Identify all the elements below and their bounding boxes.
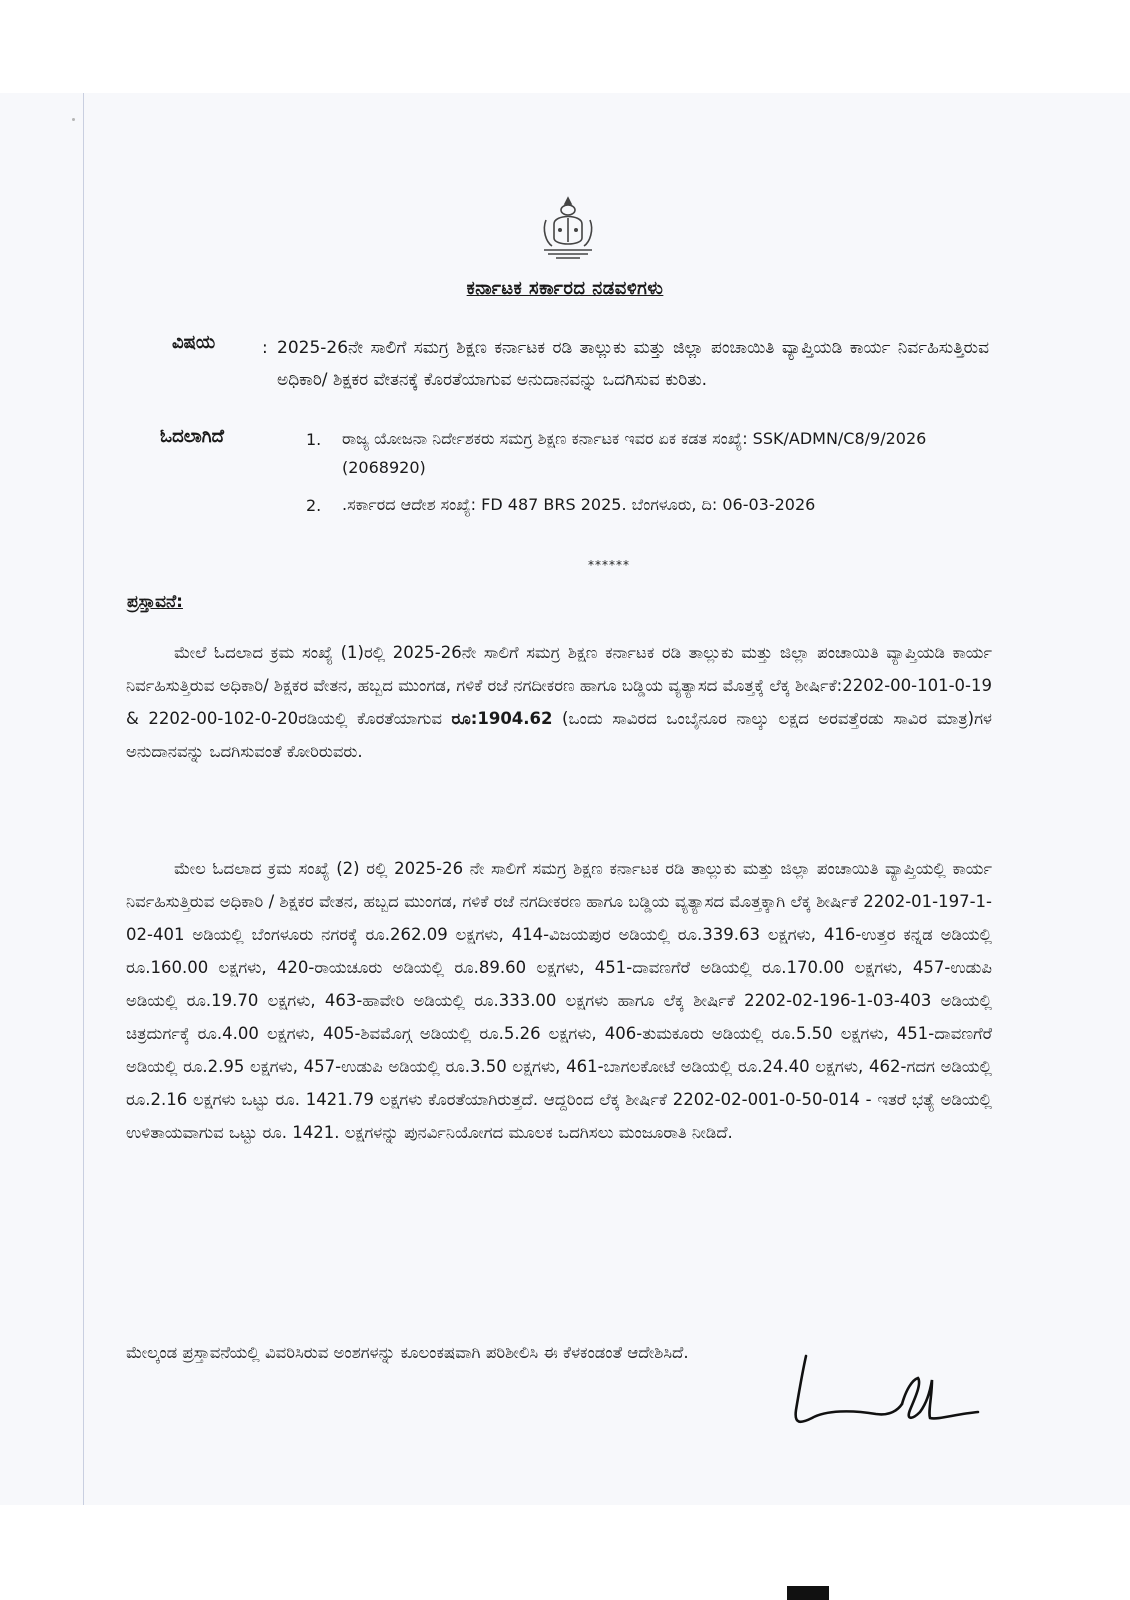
preamble-paragraph-1 bbox=[126, 636, 992, 768]
subject-colon: : bbox=[262, 338, 268, 358]
reference-number: 2. bbox=[306, 496, 322, 515]
handwritten-signature-icon bbox=[772, 1350, 986, 1446]
preamble-paragraph-3: ಮೇಲ್ಕಂಡ ಪ್ರಸ್ತಾವನೆಯಲ್ಲಿ ವಿವರಿಸಿರುವ ಅಂಶಗಳನ್ನು ಕೂಲಂಕಷವಾಗಿ ಪರಿಶೀಲಿಸಿ ಈ ಕೆಳಕಂಡಂತೆ ಆದೇಶಿಸಿದೆ. bbox=[126, 1343, 689, 1362]
preamble-paragraph-2: ಮೇಲ ಓದಲಾದ ಕ್ರಮ ಸಂಖ್ಯೆ (2) ರಲ್ಲಿ 2025-26 ನೇ ಸಾಲಿಗೆ ಸಮಗ್ರ ಶಿಕ್ಷಣ ಕರ್ನಾಟಕ ರಡಿ ತಾಲ್ಲುಕು ಮತ್ತು ಜಿಲ್ಲಾ ಪಂಚಾಯಿತಿ ವ್ಯಾಪ್ತಿಯಲ್ಲಿ ಕಾರ್ಯ ನಿರ್ವಹಿಸುತ್ತಿರುವ ಅಧಿಕಾರಿ / ಶಿಕ್ಷಕರ ವೇತನ, ಹಬ್ಬದ ಮುಂಗಡ, ಗಳಿಕೆ ರಜೆ ನಗದೀಕರಣ ಹಾಗೂ ಬಡ್ಡಿಯ ವ್ಯತ್ಯಾಸದ ಮೊತ್ತಕ್ಕಾಗಿ ಲೆಕ್ಕ ಶೀರ್ಷಿಕೆ 2202-01-197-1-02-401 ಅಡಿಯಲ್ಲಿ ಬೆಂಗಳೂರು ನಗರಕ್ಕೆ ರೂ.262.09 ಲಕ್ಷಗಳು, 414-ವಿಜಯಪುರ ಅಡಿಯಲ್ಲಿ ರೂ.339.63 ಲಕ್ಷಗಳು, 416-ಉತ್ತರ ಕನ್ನಡ ಅಡಿಯಲ್ಲಿ ರೂ.160.00 ಲಕ್ಷಗಳು, 420-ರಾಯಚೂರು ಅಡಿಯಲ್ಲಿ ರೂ.89.60 ಲಕ್ಷಗಳು, 451-ದಾವಣಗೆರೆ ಅಡಿಯಲ್ಲಿ ರೂ.170.00 ಲಕ್ಷಗಳು, 457-ಉಡುಪಿ ಅಡಿಯಲ್ಲಿ ರೂ.19.70 ಲಕ್ಷಗಳು, 463-ಹಾವೇರಿ ಅಡಿಯಲ್ಲಿ ರೂ.333.00 ಲಕ್ಷಗಳು ಹಾಗೂ ಲೆಕ್ಕ ಶೀರ್ಷಿಕೆ 2202-02-196-1-03-403 ಅಡಿಯಲ್ಲಿ ಚಿತ್ರದುರ್ಗಕ್ಕೆ ರೂ.4.00 ಲಕ್ಷಗಳು, 405-ಶಿವಮೊಗ್ಗ ಅಡಿಯಲ್ಲಿ ರೂ.5.26 ಲಕ್ಷಗಳು, 406-ತುಮಕೂರು ಅಡಿಯಲ್ಲಿ ರೂ.5.50 ಲಕ್ಷಗಳು, 451-ದಾವಣಗೆರೆ ಅಡಿಯಲ್ಲಿ ರೂ.2.95 ಲಕ್ಷಗಳು, 457-ಉಡುಪಿ ಅಡಿಯಲ್ಲಿ ರೂ.3.50 ಲಕ್ಷಗಳು, 461-ಬಾಗಲಕೋಟೆ ಅಡಿಯಲ್ಲಿ ರೂ.24.40 ಲಕ್ಷಗಳು, 462-ಗದಗ ಅಡಿಯಲ್ಲಿ ರೂ.2.16 ಲಕ್ಷಗಳು ಒಟ್ಟು ರೂ. 1421.79 ಲಕ್ಷಗಳು ಕೊರತೆಯಾಗಿರುತ್ತದೆ. ಆದ್ದರಿಂದ ಲೆಕ್ಕ ಶೀರ್ಷಿಕೆ 2202-02-001-0-50-014 - ಇತರೆ ಭತ್ಯೆ ಅಡಿಯಲ್ಲಿ ಉಳಿತಾಯವಾಗುವ ಒಟ್ಟು ರೂ. 1421. ಲಕ್ಷಗಳನ್ನು ಪುನರ್ವಿನಿಯೋಗದ ಮೂಲಕ ಒದಗಿಸಲು ಮಂಜೂರಾತಿ ನೀಡಿದೆ. bbox=[126, 859, 992, 1142]
subject-label: ವಿಷಯ bbox=[172, 332, 216, 353]
scan-speck bbox=[72, 118, 75, 121]
para1-text-end: (ಒಂದು ಸಾವಿರದ ಒಂಬೈನೂರ ನಾಲ್ಕು ಲಕ್ಷದ ಅರವತ್ತೆರಡು ಸಾವಿರ ಮಾತ್ರ)ಗಳ ಅನುದಾನವನ್ನು ಒದಗಿಸುವಂತೆ ಕೋರಿರುವರು. bbox=[126, 709, 993, 761]
document-heading: ಕರ್ನಾಟಕ ಸರ್ಕಾರದ ನಡವಳಿಗಳು bbox=[466, 278, 664, 299]
document-page bbox=[0, 93, 1130, 1505]
references-label: ಓದಲಾಗಿದೆ bbox=[160, 426, 224, 447]
page-margin-line bbox=[83, 93, 84, 1505]
reference-text: .ಸರ್ಕಾರದ ಆದೇಶ ಸಂಖ್ಯೆ: FD 487 BRS 2025. ಬೆಂಗಳೂರು, ದಿ: 06-03-2026 bbox=[342, 495, 816, 514]
state-emblem-icon bbox=[540, 194, 596, 262]
section-separator: ****** bbox=[588, 558, 630, 572]
footer-mark bbox=[787, 1586, 829, 1600]
para1-text-start: ಮೇಲೆ ಓದಲಾದ ಕ್ರಮ ಸಂಖ್ಯೆ (1)ರಲ್ಲಿ 2025-26ನೇ ಸಾಲಿಗೆ ಸಮಗ್ರ ಶಿಕ್ಷಣ ಕರ್ನಾಟಕ ರಡಿ ತಾಲ್ಲುಕು ಮತ್ತು ಜಿಲ್ಲಾ ಪಂಚಾಯಿತಿ ವ್ಯಾಪ್ತಿಯಡಿ ಕಾರ್ಯ ನಿರ್ವಹಿಸುತ್ತಿರುವ ಅಧಿಕಾರಿ/ ಶಿಕ್ಷಕರ ವೇತನ, ಹಬ್ಬದ ಮುಂಗಡ, ಗಳಿಕೆ ರಜೆ ನಗದೀಕರಣ ಹಾಗೂ ಬಡ್ಡಿಯ ವ್ಯತ್ಯಾಸದ ಮೊತ್ತಕ್ಕೆ ಲೆಕ್ಕ ಶೀರ್ಷಿಕೆ:2202-00-101-0-19 & 2202-00-102-0-20ರಡಿಯಲ್ಲಿ ಕೊರತೆಯಾಗುವ bbox=[126, 643, 992, 728]
preamble-title: ಪ್ರಸ್ತಾವನೆ: bbox=[127, 592, 183, 612]
reference-text: ರಾಜ್ಯ ಯೋಜನಾ ನಿರ್ದೇಶಕರು ಸಮಗ್ರ ಶಿಕ್ಷಣ ಕರ್ನಾಟಕ ಇವರ ಏಕ ಕಡತ ಸಂಖ್ಯೆ: SSK/ADMN/C8/9/2026 (2068920) bbox=[342, 429, 927, 477]
para1-amount: ರೂ:1904.62 bbox=[451, 709, 553, 728]
subject-text: 2025-26ನೇ ಸಾಲಿಗೆ ಸಮಗ್ರ ಶಿಕ್ಷಣ ಕರ್ನಾಟಕ ರಡಿ ತಾಲ್ಲುಕು ಮತ್ತು ಜಿಲ್ಲಾ ಪಂಚಾಯಿತಿ ವ್ಯಾಪ್ತಿಯಡಿ ಕಾರ್ಯ ನಿರ್ವಹಿಸುತ್ತಿರುವ ಅಧಿಕಾರಿ/ ಶಿಕ್ಷಕರ ವೇತನಕ್ಕೆ ಕೊರತೆಯಾಗುವ ಅನುದಾನವನ್ನು ಒದಗಿಸುವ ಕುರಿತು. bbox=[277, 338, 989, 390]
reference-number: 1. bbox=[306, 430, 322, 449]
